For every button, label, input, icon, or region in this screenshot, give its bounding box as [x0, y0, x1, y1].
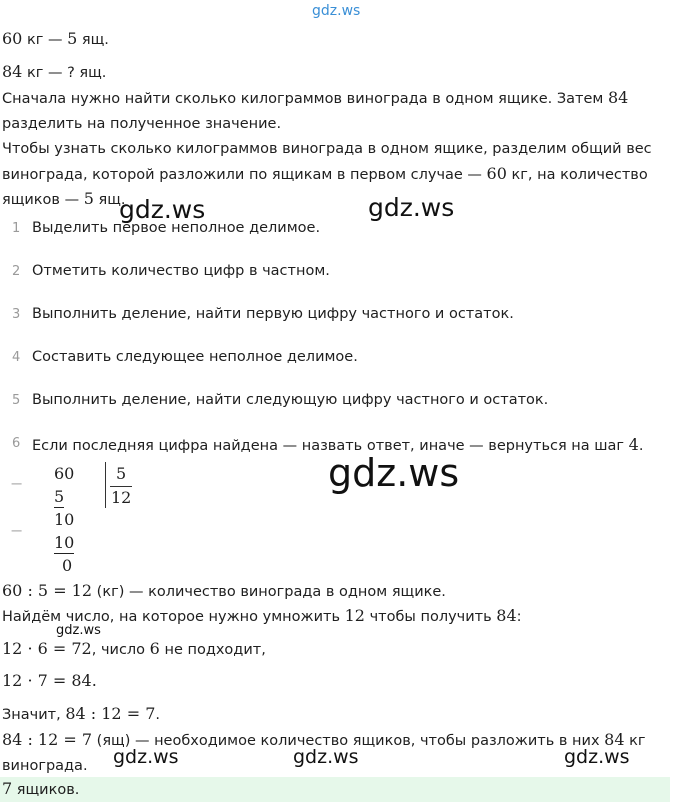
- quotient-bar: [110, 486, 132, 487]
- watermark-bottom-right: gdz.ws: [564, 746, 630, 768]
- step-6: [0, 435, 644, 457]
- solution-line-4: 12 · 7 = 84.: [2, 671, 97, 690]
- step-2: [0, 263, 600, 285]
- step-text: Если последняя цифра найдена — назвать ответ, иначе — вернуться на шаг 4.: [32, 435, 644, 454]
- intro-paragraph-2-line-1: Чтобы узнать сколько килограммов винограда в одном ящике, разделим общий вес: [2, 141, 652, 157]
- minus-sign: −: [10, 474, 24, 493]
- step-text: Выделить первое неполное делимое.: [32, 220, 321, 236]
- remainder-2: 0: [62, 556, 73, 575]
- step-number: 6: [12, 436, 21, 451]
- step-number: 3: [12, 307, 21, 322]
- intro-paragraph-2-line-3: ящиков — 5 ящ.: [2, 189, 126, 208]
- step-number: 5: [12, 393, 21, 408]
- division-vertical-bar: [105, 462, 106, 508]
- watermark-mid-left: gdz.ws: [119, 195, 206, 224]
- solution-line-7: винограда.: [2, 758, 88, 774]
- step-1: [0, 220, 600, 242]
- step-text: Выполнить деление, найти следующую цифру частного и остаток.: [32, 392, 549, 408]
- dividend: 60: [54, 464, 75, 483]
- minus-sign: −: [10, 521, 24, 540]
- solution-line-3: 12 · 6 = 72, число 6 не подходит,: [2, 639, 266, 658]
- step-text: Отметить количество цифр в частном.: [32, 263, 330, 279]
- remainder-1: 10: [54, 510, 75, 529]
- watermark-bottom-left: gdz.ws: [113, 746, 179, 768]
- subtrahend-2: 10: [54, 533, 75, 552]
- solution-line-6: 84 : 12 = 7 (ящ) — необходимое количество ящиков, чтобы разложить в них 84 кг: [2, 730, 646, 749]
- intro-paragraph-1-line-2: разделить на полученное значение.: [2, 116, 282, 132]
- step-3: [0, 306, 600, 328]
- intro-paragraph-1-line-1: Сначала нужно найти сколько килограммов винограда в одном ящике. Затем 84: [2, 88, 629, 107]
- watermark-small: gdz.ws: [56, 623, 101, 638]
- step-4: [0, 349, 600, 371]
- watermark-mid-right: gdz.ws: [368, 193, 455, 222]
- answer-box: [0, 777, 670, 802]
- watermark-big: gdz.ws: [328, 451, 460, 495]
- subtrahend-1: 5: [54, 487, 65, 506]
- given-line-1: 60 кг — 5 ящ.: [2, 29, 109, 48]
- step-5: [0, 392, 600, 414]
- intro-paragraph-2-line-2: винограда, которой разложили по ящикам в первом случае — 60 кг, на количество: [2, 164, 648, 183]
- step-number: 2: [12, 264, 21, 279]
- step-text: Выполнить деление, найти первую цифру частного и остаток.: [32, 306, 514, 322]
- watermark-bottom-mid: gdz.ws: [293, 746, 359, 768]
- watermark-top: gdz.ws: [312, 3, 361, 19]
- solution-line-1: 60 : 5 = 12 (кг) — количество винограда в одном ящике.: [2, 581, 446, 600]
- step-number: 4: [12, 350, 21, 365]
- step-number: 1: [12, 221, 21, 236]
- divisor: 5: [116, 464, 127, 483]
- answer-text: 7 ящиков.: [2, 779, 80, 798]
- solution-line-2: Найдём число, на которое нужно умножить 12 чтобы получить 84:: [2, 606, 522, 625]
- quotient: 12: [111, 488, 132, 507]
- solution-line-5: Значит, 84 : 12 = 7.: [2, 704, 160, 723]
- step-text: Составить следующее неполное делимое.: [32, 349, 358, 365]
- given-line-2: 84 кг — ? ящ.: [2, 62, 107, 81]
